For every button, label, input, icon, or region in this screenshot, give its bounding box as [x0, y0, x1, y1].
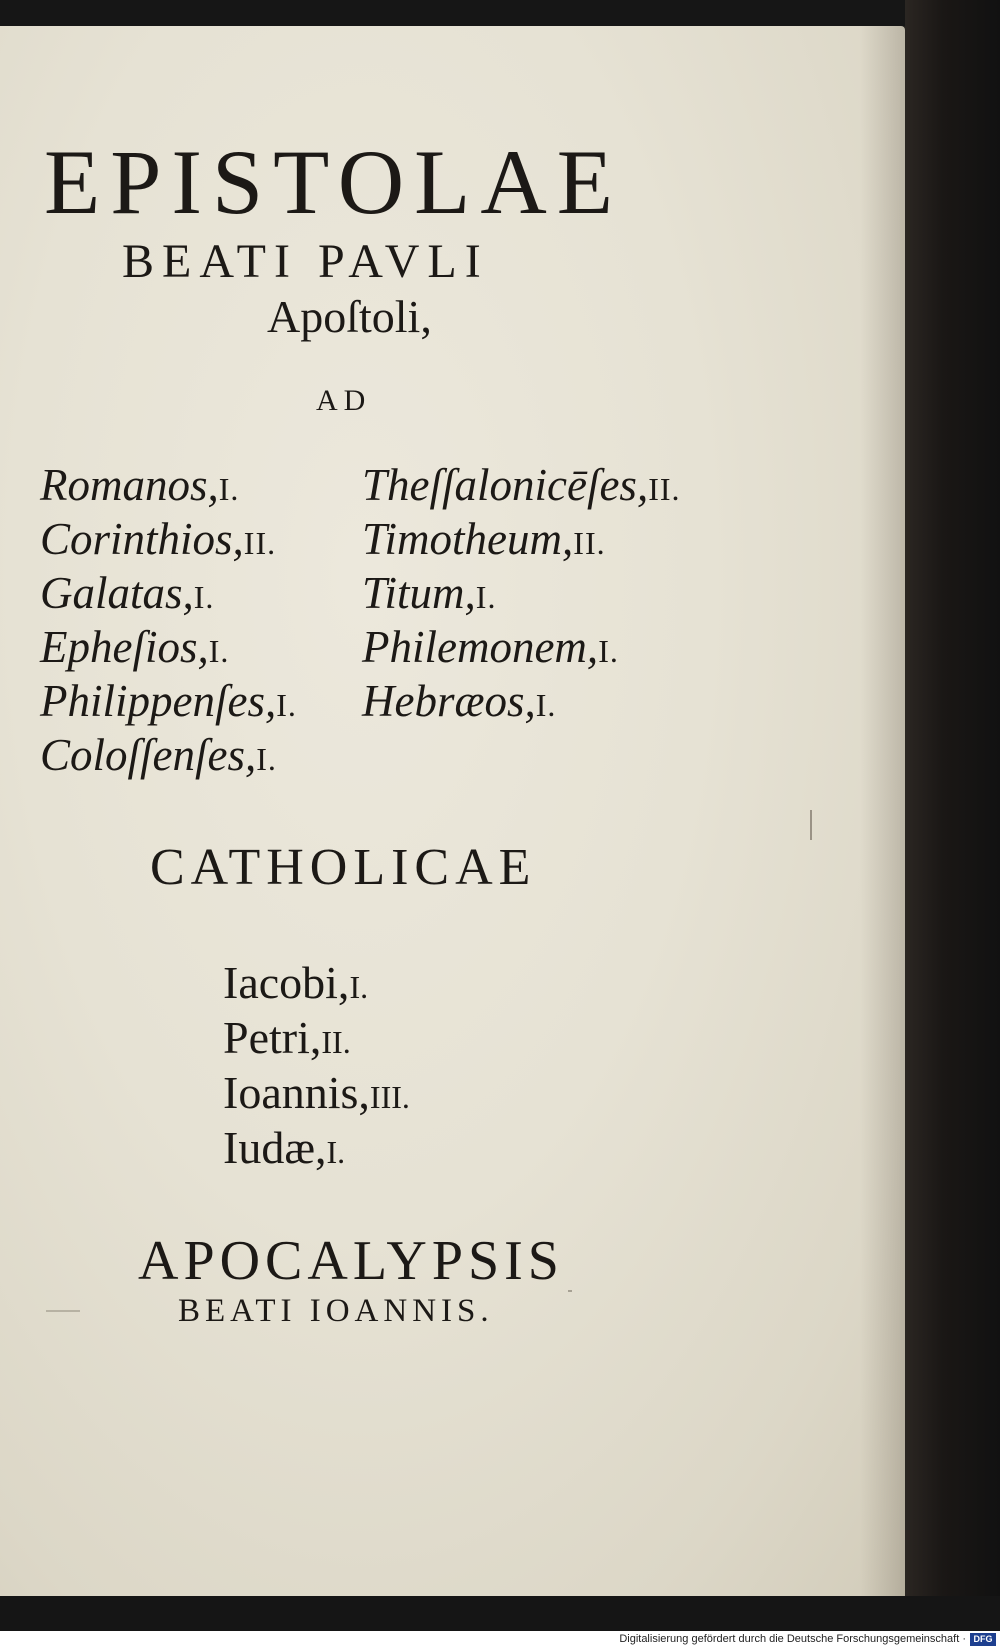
pauline-list-right [362, 458, 681, 728]
ink-speck [46, 1310, 80, 1312]
scan-top-border [0, 0, 1000, 26]
pauline-list-left [40, 458, 297, 782]
scan-bottom-border [0, 1596, 1000, 1631]
ink-speck [810, 810, 812, 840]
list-item: Epheſios,I. [40, 622, 230, 672]
catholic-epistles-list [223, 955, 410, 1175]
list-item: Iudæ,I. [223, 1122, 346, 1173]
title-beati-pauli: BEATI PAVLI [122, 235, 489, 288]
list-item: Philippenſes,I. [40, 676, 297, 726]
list-item: Philemonem,I. [362, 622, 619, 672]
list-item: Theſſalonicēſes,II. [362, 460, 681, 510]
title-ad: AD [316, 384, 372, 417]
heading-catholicae: CATHOLICAE [150, 839, 537, 896]
subheading-beati-ioannis: BEATI IOANNIS. [178, 1293, 494, 1329]
list-item: Timotheum,II. [362, 514, 606, 564]
digitization-credit: Digitalisierung gefördert durch die Deutsche Forschungsgemeinschaft · [619, 1633, 966, 1645]
book-edge [905, 0, 1000, 1649]
list-item: Petri,II. [223, 1012, 351, 1063]
list-item: Ioannis,III. [223, 1067, 410, 1118]
list-item: Romanos,I. [40, 460, 240, 510]
page-gutter-shadow [860, 26, 905, 1596]
list-item: Hebræos,I. [362, 676, 557, 726]
ink-speck [568, 1290, 572, 1292]
list-item: Coloſſenſes,I. [40, 730, 277, 780]
list-item: Corinthios,II. [40, 514, 277, 564]
list-item: Iacobi,I. [223, 957, 369, 1008]
heading-apocalypsis: APOCALYPSIS [138, 1230, 564, 1292]
dfg-logo: DFG [970, 1633, 996, 1646]
title-epistolae: EPISTOLAE [44, 131, 623, 233]
list-item: Titum,I. [362, 568, 497, 618]
list-item: Galatas,I. [40, 568, 215, 618]
title-apostoli: Apoſtoli, [267, 291, 432, 342]
